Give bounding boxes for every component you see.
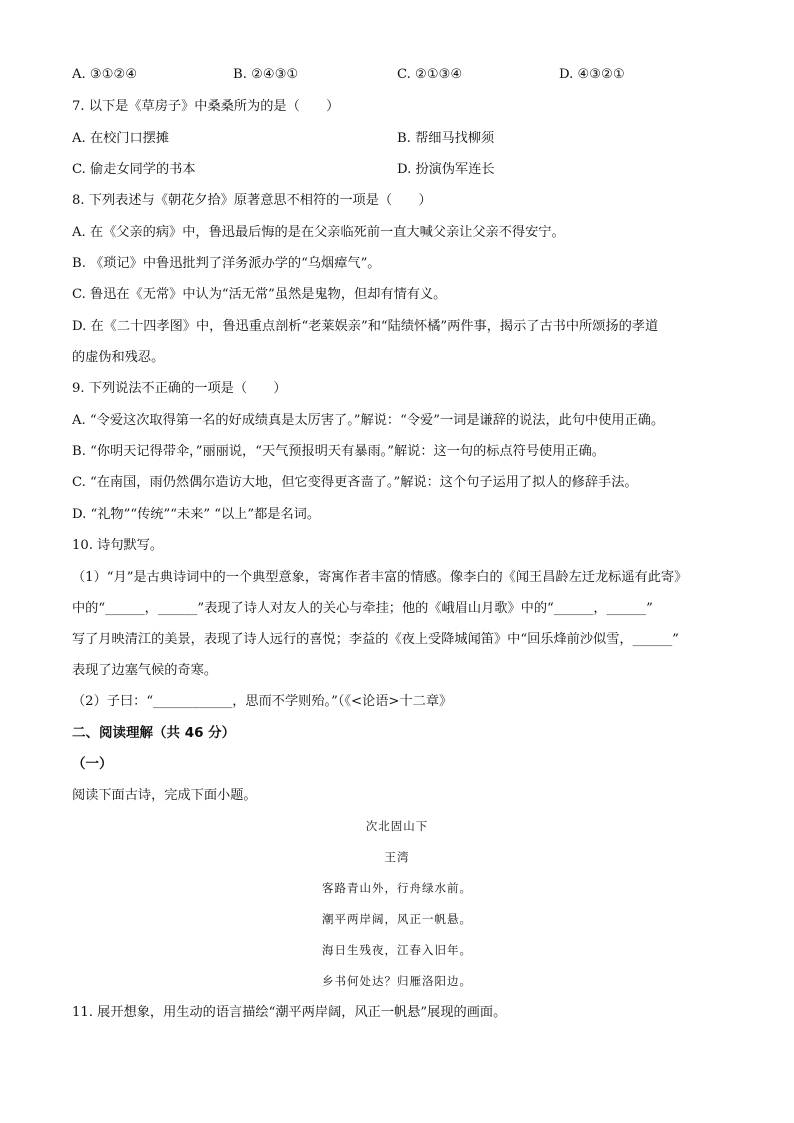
- q8-option-b: B. 《琐记》中鲁迅批判了洋务派办学的“乌烟瘴气”。: [72, 256, 381, 271]
- q11-stem: 11. 展开想象，用生动的语言描绘“潮平两岸阔，风正一帆悬”展现的画面。: [72, 1005, 507, 1020]
- q10-stem: 10. 诗句默写。: [72, 538, 164, 553]
- q6-option-c: C. ②①③④: [397, 67, 463, 82]
- poem-line: 客路青山外，行舟绿水前。: [322, 881, 472, 895]
- q8-option-c: C. 鲁迅在《无常》中认为“活无常”虽然是鬼物，但却有情有义。: [72, 287, 447, 302]
- q8-stem: 8. 下列表述与《朝花夕拾》原著意思不相符的一项是（ ）: [72, 193, 432, 208]
- q10-part2: （2）子曰：“____________，思而不学则殆。”（《<论语>十二章》: [72, 694, 453, 709]
- q9-stem: 9. 下列说法不正确的一项是（ ）: [72, 381, 287, 396]
- poem-line: 乡书何处达？归雁洛阳边。: [322, 974, 472, 988]
- q7-option-a: A. 在校门口摆摊: [72, 131, 170, 146]
- q10-part1-line2: 中的“______，______”表现了诗人对友人的关心与牵挂；他的《峨眉山月歌》中的“______，______”: [72, 601, 653, 616]
- q9-option-c: C. “在南国，雨仍然偶尔造访大地，但它变得更吝啬了。”解说：这个句子运用了拟人的修辞手法。: [72, 475, 638, 490]
- q9-option-a: A. “令爱这次取得第一名的好成绩真是太厉害了。”解说：“令爱”一词是谦辞的说法，此句中使用正确。: [72, 413, 665, 428]
- q10-part1-line1: （1）“月”是古典诗词中的一个典型意象，寄寓作者丰富的情感。像李白的《闻王昌龄左迁龙标遥有此寄》: [72, 570, 688, 585]
- q10-part1-line4: 表现了边塞气候的奇寒。: [72, 663, 218, 678]
- q7-stem: 7. 以下是《草房子》中桑桑所为的是（ ）: [72, 99, 340, 114]
- q6-option-a: A. ③①②④: [72, 67, 138, 82]
- q6-option-d: D. ④③②①: [559, 67, 625, 82]
- q8-option-a: A. 在《父亲的病》中，鲁迅最后悔的是在父亲临死前一直大喊父亲让父亲不得安宁。: [72, 225, 565, 240]
- q7-option-c: C. 偷走女同学的书本: [72, 162, 196, 177]
- q8-option-d-line1: D. 在《二十四孝图》中，鲁迅重点剖析“老莱娱亲”和“陆绩怀橘”两件事，揭示了古书中所颂扬的孝道: [72, 319, 659, 334]
- poem-author: 王湾: [384, 850, 410, 864]
- q10-part1-line3: 写了月映清江的美景，表现了诗人远行的喜悦；李益的《夜上受降城闻笛》中“回乐烽前沙似雪，______”: [72, 632, 679, 647]
- q7-option-d: D. 扮演伪军连长: [397, 162, 495, 177]
- reading-intro: 阅读下面古诗，完成下面小题。: [72, 788, 257, 803]
- poem-line: 海日生残夜，江春入旧年。: [322, 943, 472, 957]
- q8-option-d-line2: 的虚伪和残忍。: [72, 350, 165, 365]
- q9-option-b: B. “你明天记得带伞，”丽丽说，“天气预报明天有暴雨。”解说：这一句的标点符号使用正确。: [72, 444, 605, 459]
- q7-option-b: B. 帮细马找柳须: [397, 131, 495, 146]
- section-title: 二、阅读理解（共 46 分）: [72, 725, 236, 741]
- subsection-title: （一）: [72, 756, 113, 772]
- q9-option-d: D. “礼物”“传统”“未来” “以上”都是名词。: [72, 507, 321, 522]
- poem-title: 次北固山下: [365, 819, 429, 833]
- q6-option-b: B. ②④③①: [233, 67, 299, 82]
- q6-options: [72, 67, 732, 85]
- poem-line: 潮平两岸阔，风正一帆悬。: [322, 912, 472, 926]
